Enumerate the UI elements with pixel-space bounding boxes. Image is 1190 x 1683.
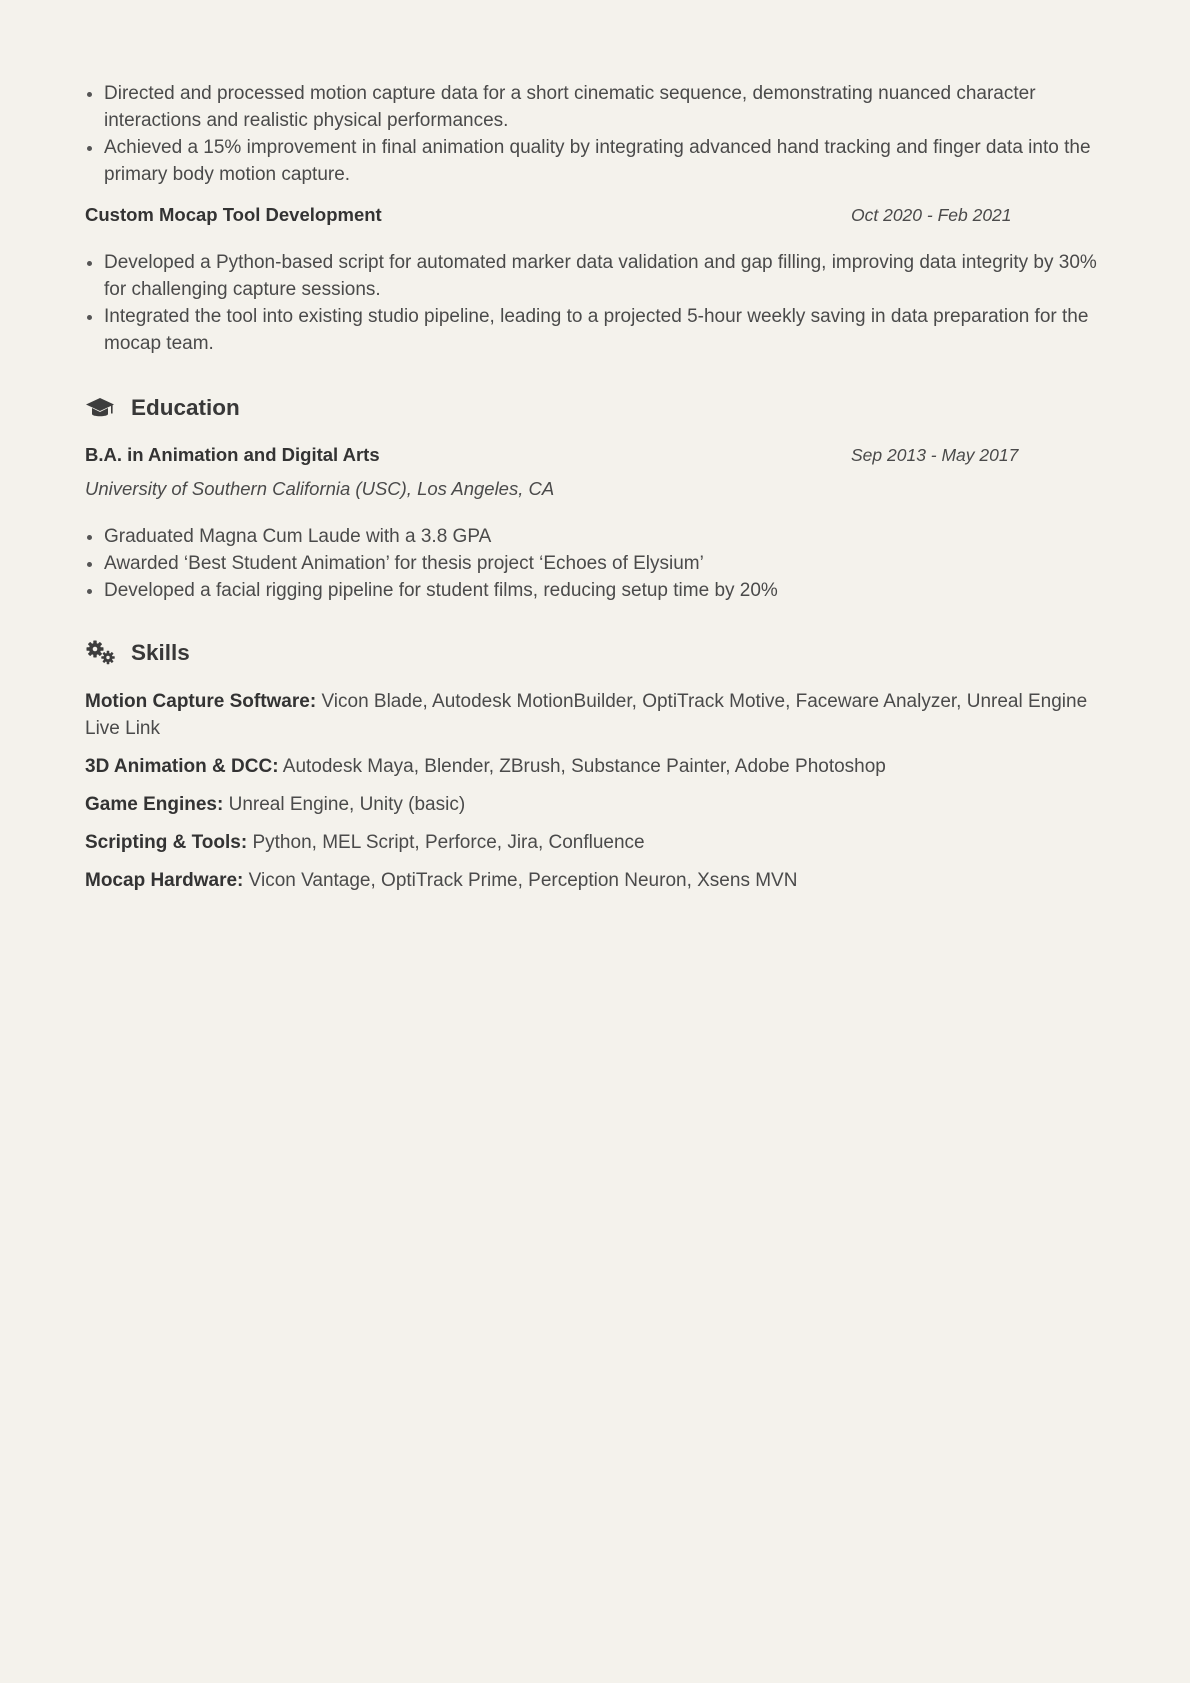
list-item: Integrated the tool into existing studio pipeline, leading to a projected 5-hour weekly saving in data preparation for the mocap team. (85, 303, 1105, 357)
education-entry-header (85, 442, 1105, 468)
skill-value: Vicon Vantage, OptiTrack Prime, Perception Neuron, Xsens MVN (248, 870, 798, 891)
section-title: Education (131, 395, 240, 420)
project-date: Oct 2020 - Feb 2021 (851, 205, 1012, 225)
skill-label: 3D Animation & DCC: (85, 756, 279, 777)
project-entry-header (85, 202, 1105, 228)
gears-icon (85, 639, 117, 667)
list-item: Developed a facial rigging pipeline for student films, reducing setup time by 20% (85, 577, 1105, 604)
resume-page (85, 80, 1105, 905)
graduation-cap-icon (85, 394, 117, 422)
skill-label: Game Engines: (85, 794, 224, 815)
degree-title: B.A. in Animation and Digital Arts (85, 444, 380, 465)
skill-value: Autodesk Maya, Blender, ZBrush, Substance Painter, Adobe Photoshop (282, 756, 886, 777)
list-item: Awarded ‘Best Student Animation’ for thesis project ‘Echoes of Elysium’ (85, 550, 1105, 577)
skill-label: Scripting & Tools: (85, 832, 248, 853)
experience-bullet-list (85, 80, 1105, 188)
list-item: Developed a Python-based script for automated marker data validation and gap filling, improving data integrity by 30% for challenging capture sessions. (85, 249, 1105, 303)
skill-row (85, 791, 1105, 818)
project-title: Custom Mocap Tool Development (85, 204, 382, 225)
list-item: Graduated Magna Cum Laude with a 3.8 GPA (85, 523, 1105, 550)
education-date: Sep 2013 - May 2017 (851, 445, 1019, 465)
skill-value: Unreal Engine, Unity (basic) (228, 794, 466, 815)
skill-value: Python, MEL Script, Perforce, Jira, Confluence (252, 832, 645, 853)
skill-label: Motion Capture Software: (85, 691, 317, 712)
skills-section-header (85, 638, 1105, 668)
school-name: University of Southern California (USC), Los Angeles, CA (85, 478, 555, 499)
skill-row (85, 753, 1105, 780)
education-section-header (85, 393, 1105, 423)
skill-label: Mocap Hardware: (85, 870, 244, 891)
skill-value: Vicon Blade, Autodesk MotionBuilder, OptiTrack Motive, Faceware Analyzer, Unreal Engine Live Link (85, 691, 1088, 739)
skill-row (85, 867, 1105, 894)
skill-row (85, 688, 1105, 742)
education-bullet-list (85, 523, 1105, 604)
skill-row (85, 829, 1105, 856)
list-item: Directed and processed motion capture data for a short cinematic sequence, demonstrating nuanced character interactions and realistic physical performances. (85, 80, 1105, 134)
project-bullet-list (85, 249, 1105, 357)
skills-list (85, 688, 1105, 894)
section-title: Skills (131, 640, 190, 665)
list-item: Achieved a 15% improvement in final animation quality by integrating advanced hand tracking and finger data into the primary body motion capture. (85, 134, 1105, 188)
